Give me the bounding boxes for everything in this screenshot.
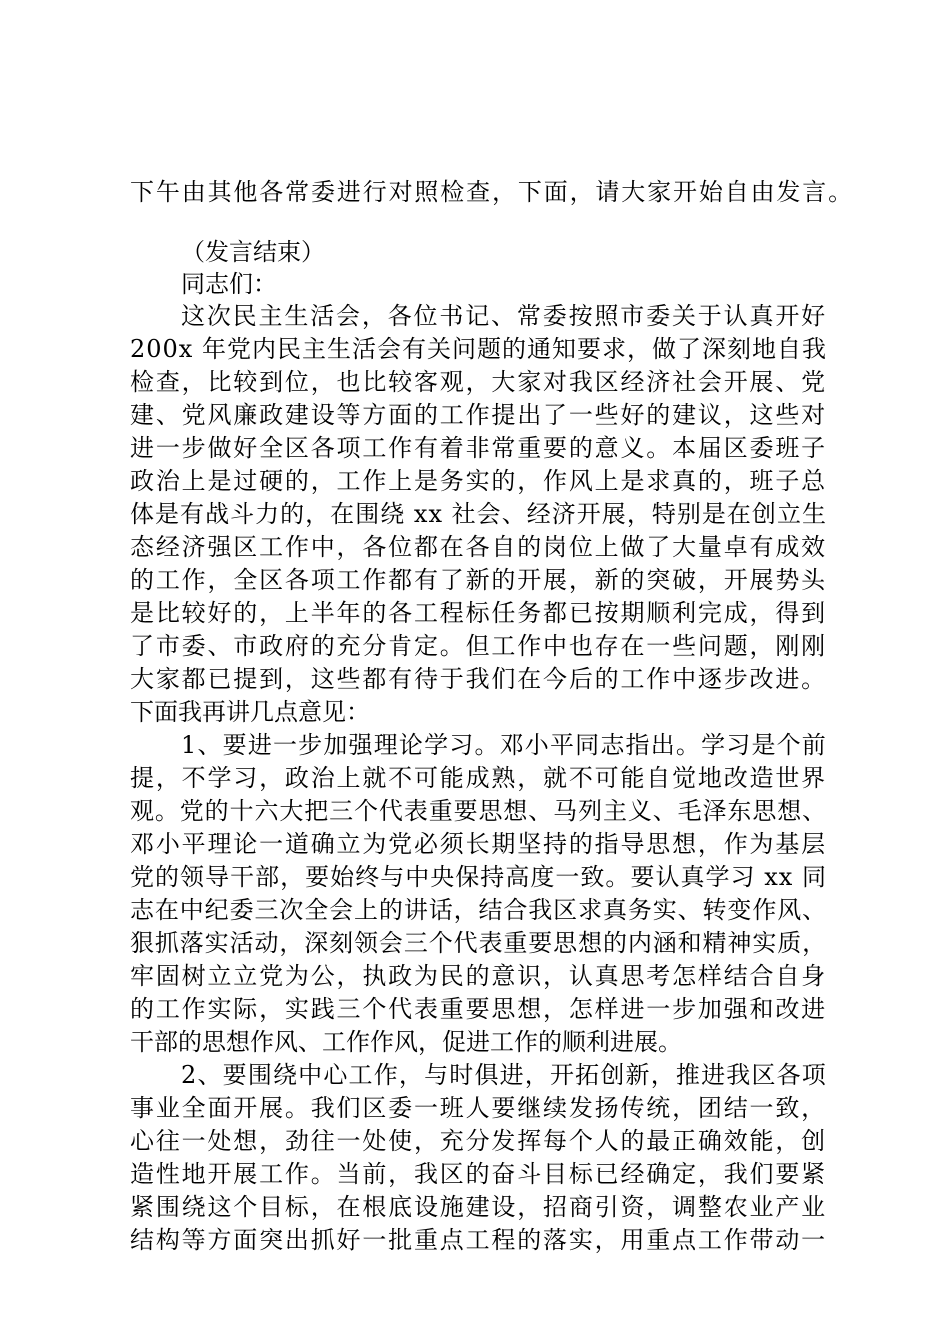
text-line: 这次民主生活会，各位书记、常委按照市委关于认真开好 bbox=[181, 302, 827, 330]
text-line: 态经济强区工作中，各位都在各自的岗位上做了大量卓有成效 bbox=[130, 533, 827, 561]
text-line: 邓小平理论一道确立为党必须长期坚持的指导思想，作为基层 bbox=[130, 830, 827, 858]
text-line: 政治上是过硬的，工作上是务实的，作风上是求真的，班子总 bbox=[130, 467, 827, 495]
text-line: 同志们： bbox=[181, 270, 277, 298]
text-line: 了市委、市政府的充分肯定。但工作中也存在一些问题，刚刚 bbox=[130, 632, 827, 660]
text-line: 志在中纪委三次全会上的讲话，结合我区求真务实、转变作风、 bbox=[130, 896, 827, 924]
text-line: 下午由其他各常委进行对照检查，下面，请大家开始自由发言。 bbox=[130, 178, 854, 206]
text-line: 观。党的十六大把三个代表重要思想、马列主义、毛泽东思想、 bbox=[130, 797, 827, 825]
text-line: 是比较好的，上半年的各工程标任务都已按期顺利完成，得到 bbox=[130, 599, 827, 627]
text-line: 牢固树立立党为公，执政为民的意识，认真思考怎样结合自身 bbox=[130, 962, 827, 990]
text-line: 200x 年党内民主生活会有关问题的通知要求，做了深刻地自我 bbox=[130, 335, 827, 363]
text-line: 结构等方面突出抓好一批重点工程的落实，用重点工作带动一 bbox=[130, 1226, 827, 1254]
text-line: 干部的思想作风、工作作风，促进工作的顺利进展。 bbox=[130, 1028, 682, 1056]
text-line: 的工作实际，实践三个代表重要思想，怎样进一步加强和改进 bbox=[130, 995, 827, 1023]
text-line: 紧围绕这个目标，在根底设施建设，招商引资，调整农业产业 bbox=[130, 1193, 827, 1221]
text-line: 党的领导干部，要始终与中央保持高度一致。要认真学习 xx 同 bbox=[130, 863, 827, 891]
text-line: （发言结束） bbox=[181, 238, 325, 266]
text-line: 大家都已提到，这些都有待于我们在今后的工作中逐步改进。 bbox=[130, 665, 827, 693]
text-line: 事业全面开展。我们区委一班人要继续发扬传统，团结一致， bbox=[130, 1094, 827, 1122]
text-line: 2、要围绕中心工作，与时俱进，开拓创新，推进我区各项 bbox=[181, 1061, 827, 1089]
text-line: 心往一处想，劲往一处使，充分发挥每个人的最正确效能，创 bbox=[130, 1127, 827, 1155]
text-line: 进一步做好全区各项工作有着非常重要的意义。本届区委班子 bbox=[130, 434, 827, 462]
text-line: 的工作，全区各项工作都有了新的开展，新的突破，开展势头 bbox=[130, 566, 827, 594]
text-line: 体是有战斗力的，在围绕 xx 社会、经济开展，特别是在创立生 bbox=[130, 500, 827, 528]
text-line: 建、党风廉政建设等方面的工作提出了一些好的建议，这些对 bbox=[130, 401, 827, 429]
text-line: 检查，比较到位，也比较客观，大家对我区经济社会开展、党 bbox=[130, 368, 827, 396]
text-line: 下面我再讲几点意见： bbox=[130, 698, 370, 726]
text-line: 造性地开展工作。当前，我区的奋斗目标已经确定，我们要紧 bbox=[130, 1160, 827, 1188]
text-line: 1、要进一步加强理论学习。邓小平同志指出。学习是个前 bbox=[181, 731, 827, 759]
text-line: 狠抓落实活动，深刻领会三个代表重要思想的内涵和精神实质， bbox=[130, 929, 827, 957]
text-line: 提，不学习，政治上就不可能成熟，就不可能自觉地改造世界 bbox=[130, 764, 827, 792]
